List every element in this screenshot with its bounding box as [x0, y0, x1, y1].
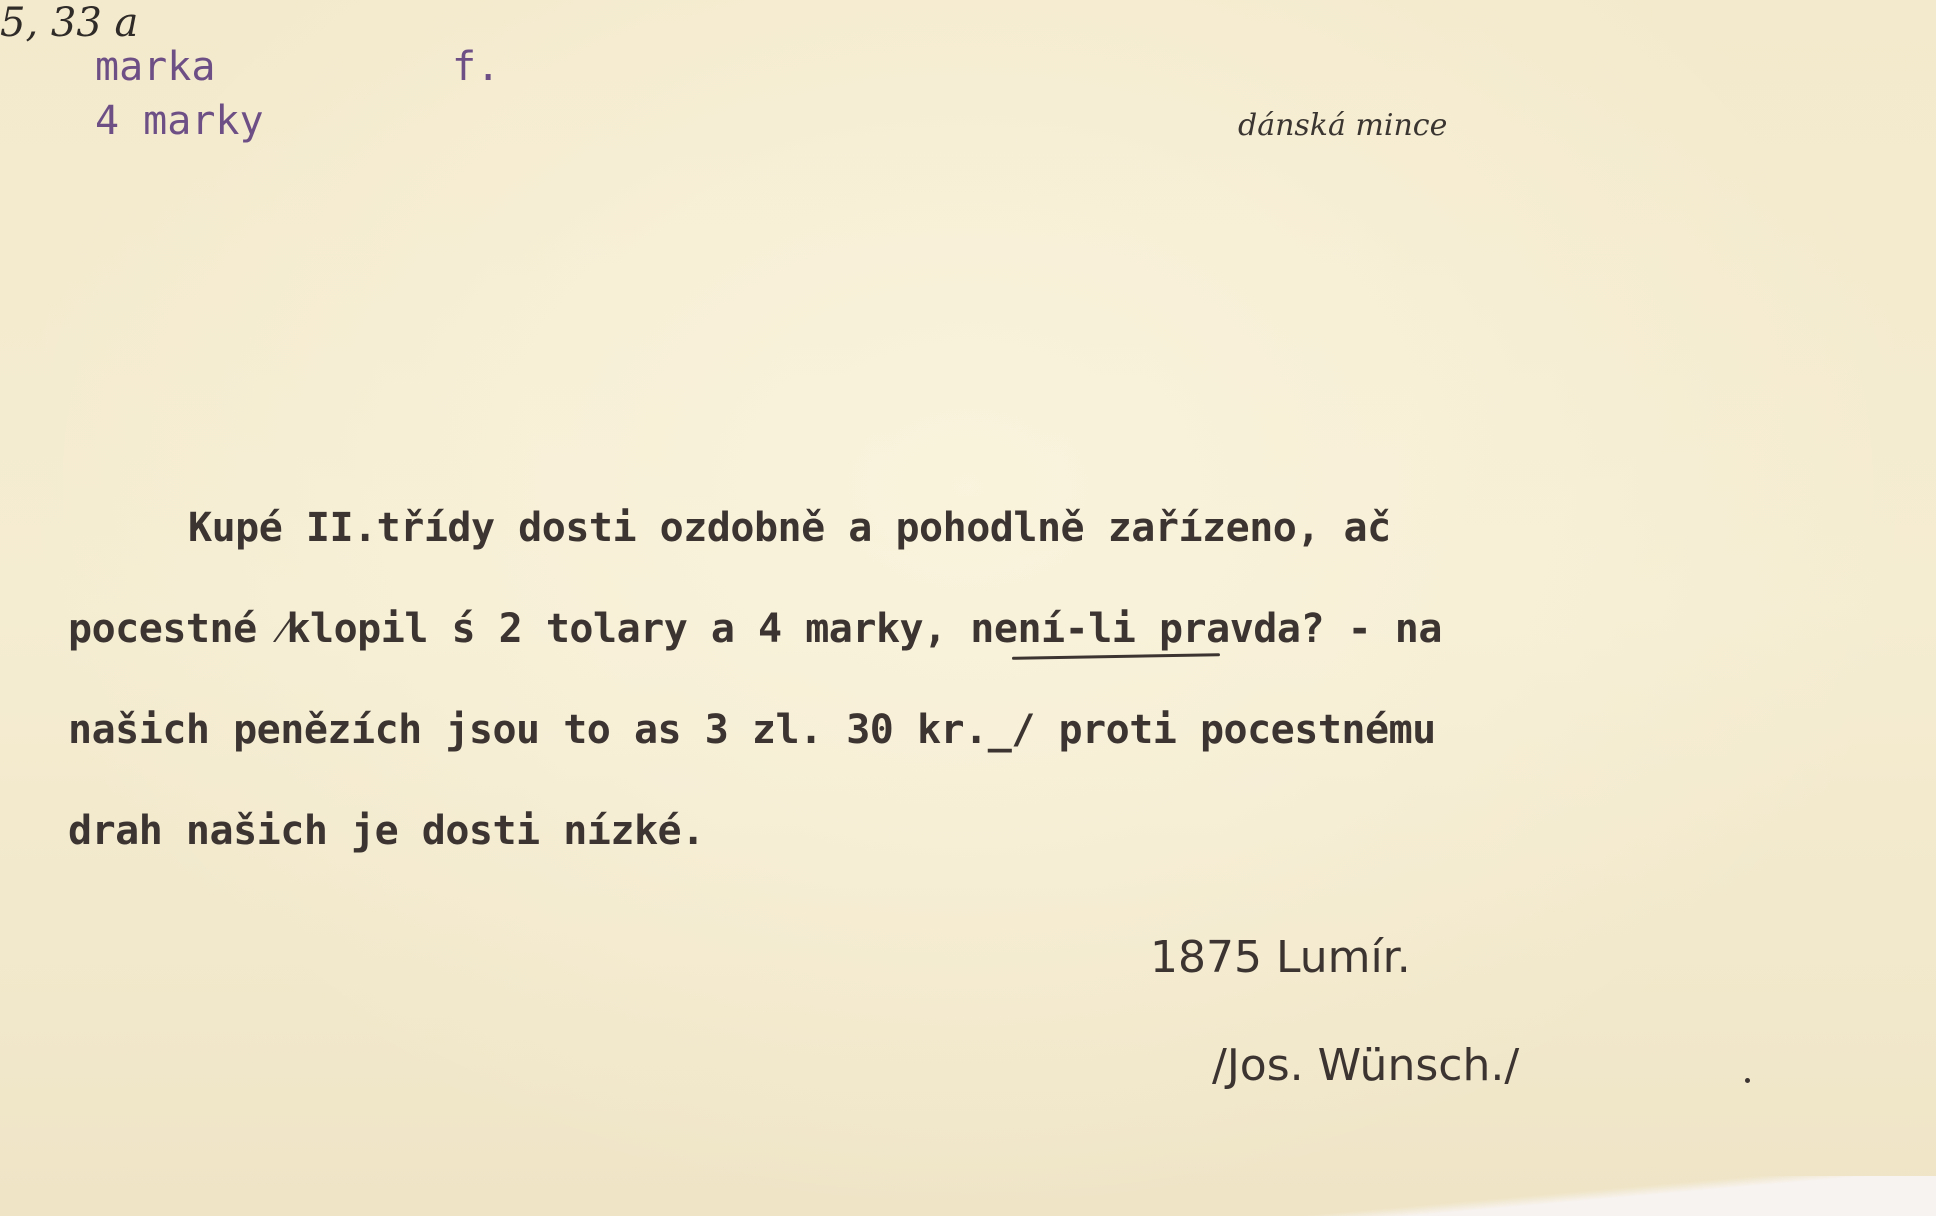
- quotation-text: [68, 478, 1848, 882]
- source-citation: 1875 Lumír.: [1150, 932, 1411, 983]
- handwritten-note: dánská mince: [1238, 108, 1448, 143]
- quote-line: Kupé II.třídy dosti ozdobně a pohodlně zařízeno, ač: [188, 505, 1391, 551]
- author-signature: /Jos. Wünsch./: [1212, 1040, 1520, 1091]
- ink-speck: [1745, 1078, 1750, 1083]
- headword-plural: 4 marky: [95, 98, 264, 144]
- page-reference: 5, 33 a: [0, 0, 139, 46]
- quote-line: našich penězích jsou to as 3 zl. 30 kr._/ proti pocestnému: [68, 707, 1436, 753]
- quote-line: pocestné ⁄klopil ́s 2 tolary a 4 marky, není-li pravda? - na: [68, 606, 1442, 652]
- quote-line: drah našich je dosti nízké.: [68, 808, 705, 854]
- grammatical-gender: f.: [452, 44, 501, 90]
- headword: marka: [95, 44, 216, 90]
